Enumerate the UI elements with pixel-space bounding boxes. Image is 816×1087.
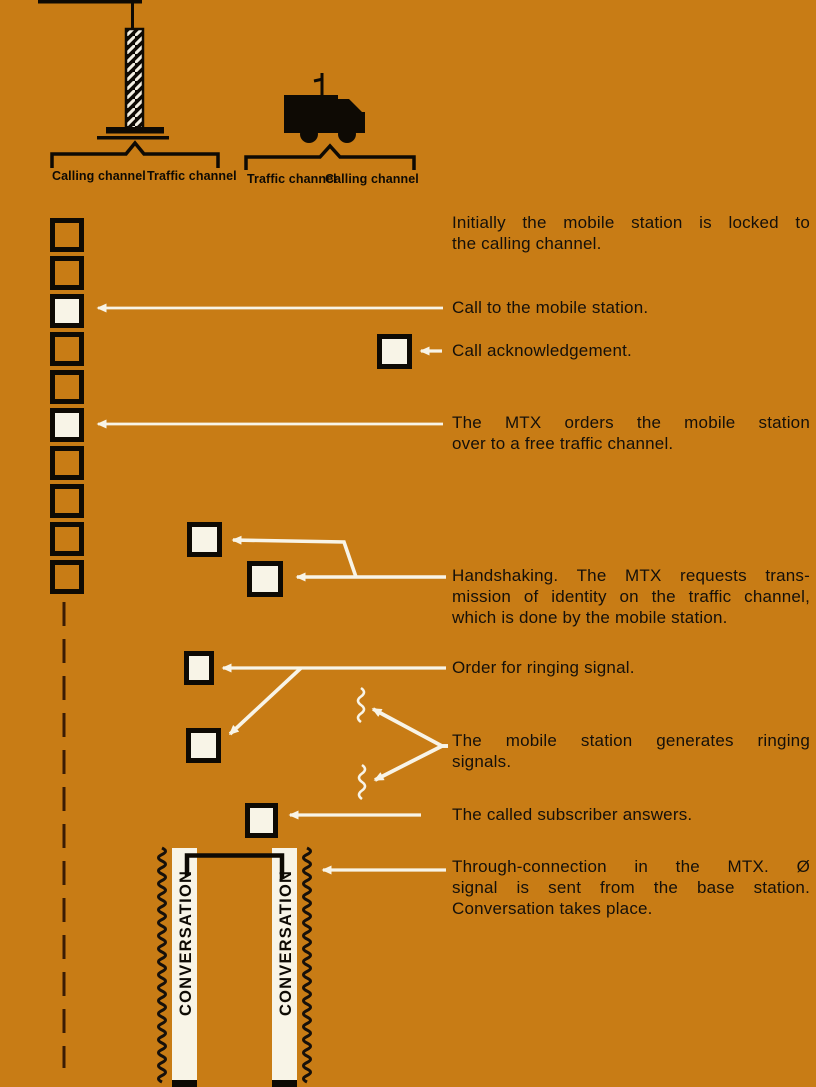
ringing-squiggle-top: [358, 688, 364, 722]
annotation-line: which is done by the mobile station.: [452, 608, 728, 627]
message-square-handshake-mobile: [247, 561, 283, 597]
channel-burst-square: [50, 218, 84, 252]
mobile-traffic-channel-label: Traffic channel: [247, 172, 337, 186]
message-square-ring-order: [184, 651, 214, 685]
arrow-ring-order-branch: [230, 668, 301, 734]
arrow-ring-signal-bottom: [375, 746, 448, 780]
annotation-line: Handshaking. The MTX requests trans-: [452, 566, 810, 585]
arrow-ring-signal-top: [373, 709, 448, 746]
conversation-bracket: [187, 856, 282, 880]
radio-truck-icon: [284, 73, 365, 143]
channel-burst-square: [50, 332, 84, 366]
conversation-zigzag-right: [304, 848, 311, 1082]
base-traffic-channel-label: Traffic channel: [147, 169, 237, 183]
channel-burst-square: [50, 370, 84, 404]
conversation-label-left: CONVERSATION: [177, 869, 195, 1016]
message-square-call-ack: [377, 334, 412, 369]
message-square-answer: [245, 803, 278, 838]
message-square-ringing: [186, 728, 221, 763]
calling-channel-burst-column: [50, 218, 84, 594]
mobile-station-channels-bracket: [246, 146, 414, 170]
annotation-mtx-order: [452, 412, 810, 454]
annotation-line: over to a free traffic channel.: [452, 434, 674, 453]
annotation-line: Through-connection in the MTX. Ø: [452, 857, 810, 876]
annotation-call-ack: [452, 340, 810, 361]
channel-burst-square: [50, 560, 84, 594]
annotation-handshake: [452, 565, 810, 628]
message-square-handshake-base: [187, 522, 222, 557]
annotation-line: Call acknowledgement.: [452, 341, 632, 360]
annotation-through-connection: [452, 856, 810, 919]
annotation-ring-generate: [452, 730, 810, 772]
annotation-line: Order for ringing signal.: [452, 658, 635, 677]
page-top-mark: [38, 0, 142, 4]
channel-burst-square: [50, 256, 84, 290]
annotation-line: signal is sent from the base station.: [452, 878, 810, 897]
annotation-line: The called subscriber answers.: [452, 805, 693, 824]
annotation-line: The MTX orders the mobile station: [452, 413, 810, 432]
annotation-ring-order: [452, 657, 810, 678]
base-calling-channel-label: Calling channel: [52, 169, 146, 183]
conversation-label-right: CONVERSATION: [277, 869, 295, 1016]
annotation-subscriber-answers: [452, 804, 810, 825]
mobile-calling-channel-label: Calling channel: [325, 172, 419, 186]
channel-burst-square-highlighted: [50, 294, 84, 328]
annotation-line: The mobile station generates ringing: [452, 731, 810, 750]
radio-mast-icon: [38, 0, 169, 140]
annotation-line: Call to the mobile station.: [452, 298, 649, 317]
conversation-bar-end-cap: [272, 1080, 297, 1087]
conversation-bar-end-cap: [172, 1080, 197, 1087]
annotation-line: mission of identity on the traffic channel,: [452, 587, 810, 606]
annotation-line: Initially the mobile station is locked to: [452, 213, 810, 232]
annotation-line: signals.: [452, 752, 512, 771]
conversation-zigzag-left: [159, 848, 166, 1082]
annotation-line: the calling channel.: [452, 234, 602, 253]
annotation-call-to-mobile: [452, 297, 810, 318]
channel-burst-square: [50, 446, 84, 480]
channel-burst-square: [50, 522, 84, 556]
annotation-initially-locked: [452, 212, 810, 254]
channel-burst-square-highlighted: [50, 408, 84, 442]
channel-burst-square: [50, 484, 84, 518]
ringing-squiggle-bottom: [359, 765, 365, 799]
base-station-channels-bracket: [52, 143, 218, 168]
annotation-line: Conversation takes place.: [452, 899, 653, 918]
